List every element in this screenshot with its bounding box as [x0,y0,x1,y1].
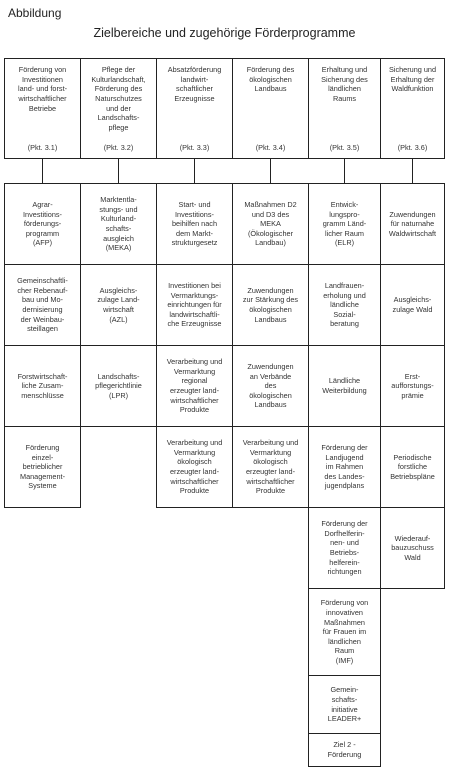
diagram-title: Zielbereiche und zugehörige Förderprogramme [93,26,356,40]
program-box [4,264,81,346]
program-text: Ausgleichs- zulage Wald [392,295,433,314]
program-text: Investitionen bei Vermarktungs- einrichtungen für landwirtschaftli- che Erzeugnisse [167,280,222,329]
goal-box-5 [308,58,381,159]
program-text: Verarbeitung und Vermarktung ökologisch erzeugter land- wirtschaftlicher Produkte [242,438,299,496]
program-text: Zuwendungen zur Stärkung des ökologischen Landbaus [242,285,299,324]
program-box [156,426,233,508]
program-box [308,675,381,734]
goal-ref: (Pkt. 3.1) [27,143,58,153]
connector-line [194,159,195,183]
program-text: Wiederauf- bauzuschuss Wald [391,533,434,562]
connector-line [270,159,271,183]
program-text: Förderung der Dorfhelferin- nen- und Betriebs- helferein- richtungen [321,519,368,577]
goal-ref: (Pkt. 3.4) [255,143,286,153]
program-box [156,264,233,346]
program-box [80,264,157,346]
program-box [380,183,445,265]
program-box [308,588,381,676]
program-text: Ziel 2 - Förderung [327,740,362,759]
goal-text: Förderung des ökologischen Landbaus [246,65,295,94]
program-text: Gemein- schafts- initiative LEADER+ [327,685,362,724]
connector-line [344,159,345,183]
program-text: Entwick- lungspro- gramm Länd- licher Raum (ELR) [322,199,367,248]
program-box [4,426,81,508]
goal-box-6 [380,58,445,159]
program-box [232,426,309,508]
goal-box-2 [80,58,157,159]
goal-ref: (Pkt. 3.5) [329,143,360,153]
program-box [4,345,81,427]
program-box [308,733,381,767]
program-text: Ausgleichs- zulage Land- wirtschaft (AZL) [97,285,140,324]
program-box [380,345,445,427]
program-text: Agrar- Investitions- förderungs- programm (AFP) [23,199,62,248]
program-text: Maßnahmen D2 und D3 des MEKA (Ökologischer Landbau) [244,199,297,248]
program-box [308,183,381,265]
program-text: Förderung von innovativen Maßnahmen für Frauen im ländlichen Raum (IMF) [320,598,369,666]
program-text: Forstwirtschaft- liche Zusam- menschlüsse [17,371,68,400]
goal-text: Förderung von Investitionen land- und forst- wirtschaftlicher Betriebe [17,65,68,113]
goal-box-1 [4,58,81,159]
connector-line [412,159,413,183]
program-box [380,264,445,346]
goal-ref: (Pkt. 3.6) [397,143,428,153]
program-text: Landschafts- pflegerichtlinie (LPR) [95,371,142,400]
program-text: Gemeinschaftli- cher Rebenauf- bau und Mo- dernisierung der Weinbau- steillagen [17,276,68,334]
program-text: Marktentla- stungs- und Kulturland- schafts- ausgleich (MEKA) [99,195,138,253]
program-text: Ländliche Weiterbildung [322,376,367,395]
program-text: Verarbeitung und Vermarktung regional erzeugter land- wirtschaftlicher Produkte [166,357,223,415]
connector-line [42,159,43,183]
program-box [80,183,157,265]
program-text: Verarbeitung und Vermarktung ökologisch erzeugter land- wirtschaftlicher Produkte [166,438,223,496]
program-text: Landfrauen- erholung und ländliche Sozial- beratung [323,280,366,329]
program-text: Förderung einzel- betrieblicher Management- Systeme [19,442,66,491]
program-box [232,345,309,427]
goal-text: Pflege der Kulturlandschaft, Förderung des Naturschutzes und der Landschafts- pflege [91,65,146,132]
program-box [308,264,381,346]
program-box [80,345,157,427]
goal-ref: (Pkt. 3.2) [103,143,134,153]
program-box [156,345,233,427]
program-box [380,507,445,589]
connector-line [118,159,119,183]
goal-text: Erhaltung und Sicherung des ländlichen Raums [321,65,368,103]
program-box [232,183,309,265]
program-text: Periodische forstliche Betriebspläne [390,452,435,481]
goal-ref: (Pkt. 3.3) [179,143,210,153]
program-text: Erst- aufforstungs- prämie [391,371,434,400]
program-text: Zuwendungen an Verbände des ökologischen Landbaus [247,361,294,410]
figure-label: Abbildung [8,6,62,20]
goal-text: Absatzförderung landwirt- schaftlicher Erzeugnisse [167,65,222,103]
program-box [232,264,309,346]
program-box [156,183,233,265]
program-text: Zuwendungen für naturnahe Waldwirtschaft [388,209,437,238]
goal-box-4 [232,58,309,159]
goal-text: Sicherung und Erhaltung der Waldfunktion [388,65,437,94]
program-text: Förderung der Landjugend im Rahmen des Landes- jugendplans [321,442,368,491]
program-box [308,507,381,589]
goal-box-3 [156,58,233,159]
program-box [308,426,381,508]
program-box [308,345,381,427]
program-box [380,426,445,508]
program-text: Start- und Investitions- beihilfen nach dem Markt- strukturgesetz [171,199,218,248]
program-box [4,183,81,265]
